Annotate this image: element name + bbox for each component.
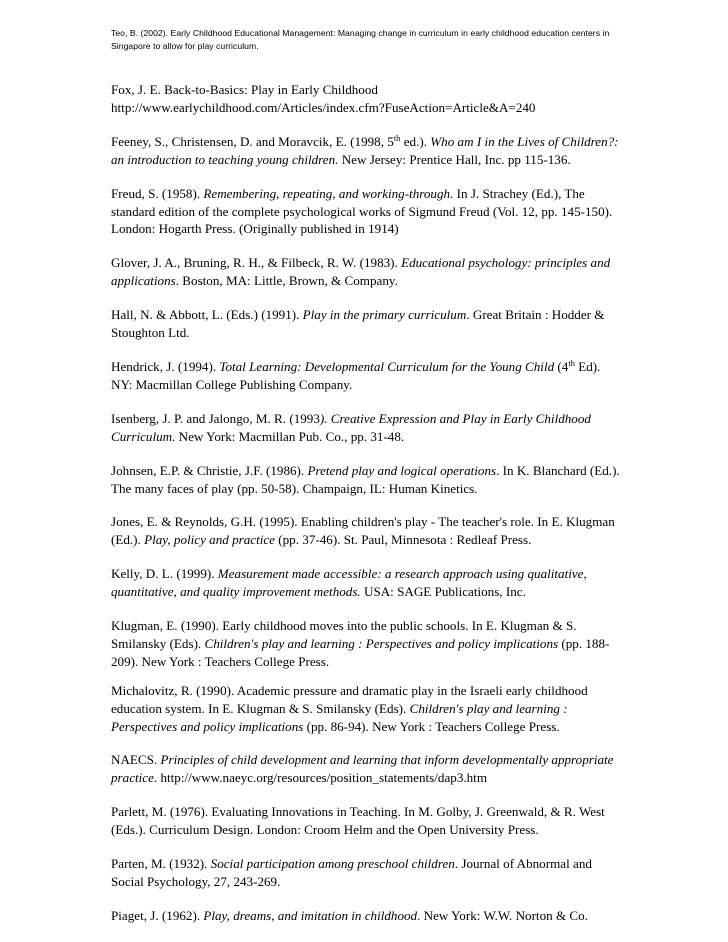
ordinal-suffix: th xyxy=(393,132,401,143)
reference-text: ed.). xyxy=(400,133,431,149)
reference-entry xyxy=(111,462,623,498)
reference-entry xyxy=(111,907,623,925)
reference-entry xyxy=(111,133,623,169)
reference-text: Johnsen, E.P. & Christie, J.F. (1986). xyxy=(111,462,308,478)
reference-title: Measurement made accessible: a research approach using qualitative, quantitative, and quality improvement methods. xyxy=(111,566,587,600)
reference-list xyxy=(111,81,623,941)
reference-title: Principles of child development and learning that inform developmentally appropriate practice xyxy=(111,752,614,786)
reference-text: . Journal of Abnormal and Social Psychology, 27, 243-269. xyxy=(111,856,592,889)
reference-text: New Jersey: Prentice Hall, Inc. pp 115-136. xyxy=(338,151,571,167)
reference-text: Hendrick, J. (1994). xyxy=(111,358,220,374)
reference-entry xyxy=(111,682,623,736)
reference-title: Educational psychology: principles and applications xyxy=(111,255,611,289)
reference-entry xyxy=(111,306,623,342)
reference-entry xyxy=(111,751,623,787)
reference-text: Kelly, D. L. (1999). xyxy=(111,566,218,582)
reference-title: Play, dreams, and imitation in childhood xyxy=(203,907,418,923)
reference-title: ). Creative Expression and Play in Early Childhood Curriculum. xyxy=(111,410,591,444)
reference-text: (pp. 86-94). New York : Teachers College Press. xyxy=(303,718,560,734)
reference-entry xyxy=(111,410,623,446)
reference-title: Remembering, repeating, and working-through. xyxy=(203,185,454,201)
reference-text: Parten, M. (1932). xyxy=(111,856,211,872)
reference-text: Feeney, S., Christensen, D. and Moravcik, E. (1998, 5 xyxy=(111,133,394,149)
reference-text: . Great Britain : Hodder & Stoughton Ltd. xyxy=(111,307,605,341)
reference-text: USA: SAGE Publications, Inc. xyxy=(360,584,526,600)
reference-title: Who am I in the Lives of Children?: an introduction to teaching young children. xyxy=(111,133,619,167)
reference-title: Play in the primary curriculum xyxy=(302,307,467,323)
reference-text: Parlett, M. (1976). Evaluating Innovations in Teaching. In M. Golby, J. Greenwald, & R. West (Eds.). Curriculum Design. London: Croom Helm and the Open University Press. xyxy=(111,804,605,838)
reference-text: Piaget, J. (1962). xyxy=(111,907,204,923)
reference-entry xyxy=(111,513,623,549)
reference-text: Michalovitz, R. (1990). Academic pressure and dramatic play in the Israeli early childhood education system. In E. Klugman & S. Smilansky (Eds). xyxy=(111,682,588,716)
reference-text: In J. Strachey (Ed.), The standard edition of the complete psychological works of Sigmund Freud (Vol. 12, pp. 145-150). London: Hogarth Press. (Originally published in 1914) xyxy=(111,185,613,237)
reference-text: . In K. Blanchard (Ed.). The many faces of play (pp. 50-58). Champaign, IL: Human Kinetics. xyxy=(111,462,620,496)
running-header: Teo, B. (2002). Early Childhood Educational Management: Managing change in curriculum in early childhood education centers in Singapore to allow for play curriculum. xyxy=(111,28,610,51)
reference-text: New York: Macmillan Pub. Co., pp. 31-48. xyxy=(175,428,405,444)
reference-text: Isenberg, J. P. and Jalongo, M. R. (1993 xyxy=(111,410,320,426)
reference-title: Social participation among preschool children xyxy=(210,856,455,872)
reference-text: (4 xyxy=(554,358,569,374)
reference-text: NAECS. xyxy=(111,752,161,768)
reference-text: (pp. 37-46). St. Paul, Minnesota : Redleaf Press. xyxy=(275,532,532,548)
reference-entry xyxy=(111,803,623,839)
reference-text: Glover, J. A., Bruning, R. H., & Filbeck, R. W. (1983). xyxy=(111,255,402,271)
ordinal-suffix: th xyxy=(568,357,575,368)
reference-entry xyxy=(111,81,623,117)
reference-title: Total Learning: Developmental Curriculum for the Young Child xyxy=(219,358,555,374)
reference-entry xyxy=(111,254,623,290)
reference-text: . New York: W.W. Norton & Co. xyxy=(417,907,588,923)
reference-entry xyxy=(111,565,623,601)
reference-text: Klugman, E. (1990). Early childhood moves into the public schools. In E. Klugman & S. Smilansky (Eds). xyxy=(111,618,577,651)
reference-text: Ed). NY: Macmillan College Publishing Company. xyxy=(111,358,601,392)
reference-text: Jones, E. & Reynolds, G.H. (1995). Enabling children's play - The teacher's role. In E. Klugman (Ed.). xyxy=(111,514,615,548)
reference-title: Children's play and learning : Perspectives and policy implications xyxy=(204,635,559,651)
reference-text: . Boston, MA: Little, Brown, & Company. xyxy=(175,273,398,289)
reference-entry xyxy=(111,185,623,239)
reference-title: Children's play and learning : Perspectives and policy implications xyxy=(111,700,568,734)
reference-text: Fox, J. E. Back-to-Basics: Play in Early Childhood http://www.earlychildhood.com/Articles/index.cfm?FuseAction=Article&A=240 xyxy=(111,82,536,115)
reference-text: Hall, N. & Abbott, L. (Eds.) (1991). xyxy=(111,307,303,323)
reference-entry xyxy=(111,358,623,394)
reference-entry xyxy=(111,855,623,891)
reference-title: Play, policy and practice xyxy=(144,532,275,548)
reference-title: Pretend play and logical operations xyxy=(307,462,497,478)
reference-text: Freud, S. (1958). xyxy=(111,185,204,201)
reference-entry xyxy=(111,617,623,671)
reference-text: . http://www.naeyc.org/resources/position_statements/dap3.htm xyxy=(153,770,488,786)
reference-text: (pp. 188-209). New York : Teachers College Press. xyxy=(111,635,610,669)
